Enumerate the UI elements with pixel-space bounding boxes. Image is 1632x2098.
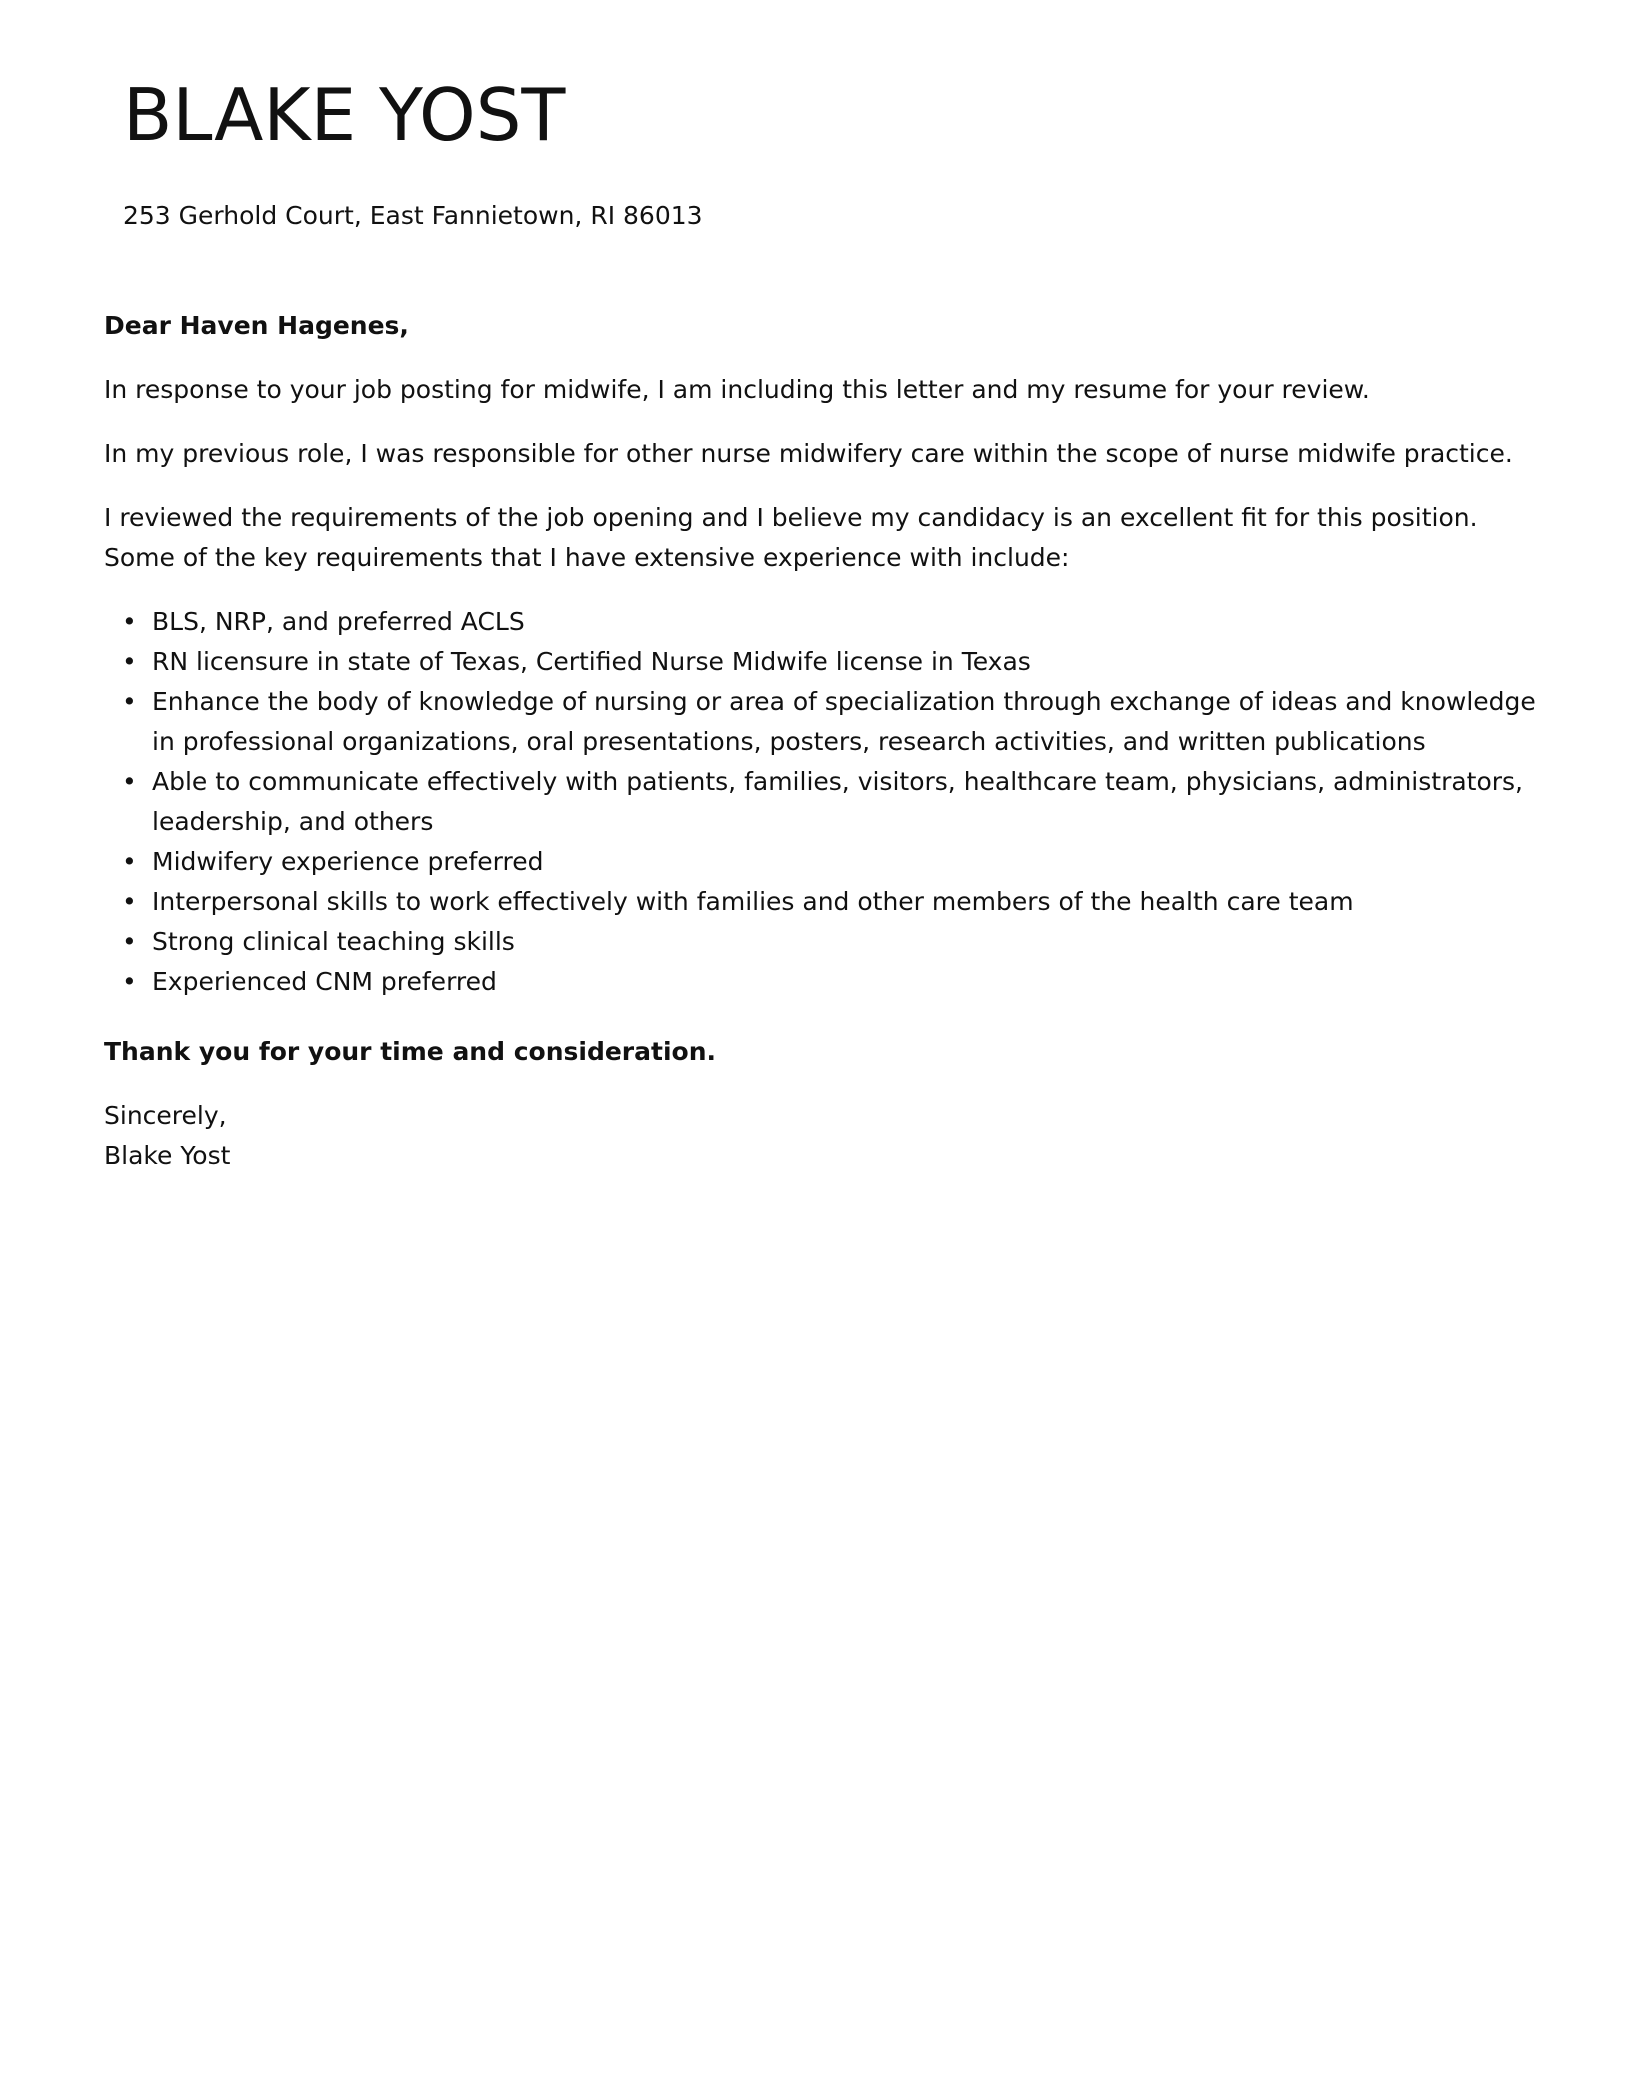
closing-line: Thank you for your time and consideration. <box>104 1037 716 1066</box>
list-item <box>122 762 1544 842</box>
requirement-text: BLS, NRP, and preferred ACLS <box>152 607 525 636</box>
letter-body <box>104 306 1544 1176</box>
requirement-text: Experienced CNM preferred <box>152 967 497 996</box>
bullet-icon: • <box>122 647 137 676</box>
requirement-text: Interpersonal skills to work effectively with families and other members of the health care team <box>152 887 1354 916</box>
list-item <box>122 842 1544 882</box>
applicant-name: BLAKE YOST <box>123 73 566 157</box>
requirement-text: Able to communicate effectively with patients, families, visitors, healthcare team, physicians, administrators, leadership, and others <box>152 767 1524 836</box>
requirement-text: Strong clinical teaching skills <box>152 927 515 956</box>
requirement-text: Enhance the body of knowledge of nursing or area of specialization through exchange of ideas and knowledge in professional organizations, oral presentations, posters, research activities, and written publications <box>152 687 1536 756</box>
letter-header <box>123 70 1523 233</box>
salutation: Dear Haven Hagenes, <box>104 311 409 340</box>
bullet-icon: • <box>122 887 137 916</box>
applicant-address: 253 Gerhold Court, East Fannietown, RI 86013 <box>123 201 703 230</box>
signoff: Sincerely, <box>104 1101 227 1130</box>
signature-name: Blake Yost <box>104 1141 231 1170</box>
requirement-text: Midwifery experience preferred <box>152 847 544 876</box>
bullet-icon: • <box>122 607 137 636</box>
list-item <box>122 922 1544 962</box>
list-item <box>122 602 1544 642</box>
bullet-icon: • <box>122 927 137 956</box>
list-item <box>122 642 1544 682</box>
paragraph-previous-role: In my previous role, I was responsible for other nurse midwifery care within the scope of nurse midwife practice. <box>104 439 1513 468</box>
list-item <box>122 682 1544 762</box>
paragraph-intro: In response to your job posting for midwife, I am including this letter and my resume for your review. <box>104 375 1370 404</box>
paragraph-requirements-intro: I reviewed the requirements of the job opening and I believe my candidacy is an excellent fit for this position. Some of the key requirements that I have extensive experience with include: <box>104 503 1478 572</box>
list-item <box>122 962 1544 1002</box>
bullet-icon: • <box>122 847 137 876</box>
requirements-list <box>104 602 1544 1002</box>
bullet-icon: • <box>122 687 137 716</box>
list-item <box>122 882 1544 922</box>
requirement-text: RN licensure in state of Texas, Certified Nurse Midwife license in Texas <box>152 647 1031 676</box>
bullet-icon: • <box>122 967 137 996</box>
bullet-icon: • <box>122 767 137 796</box>
